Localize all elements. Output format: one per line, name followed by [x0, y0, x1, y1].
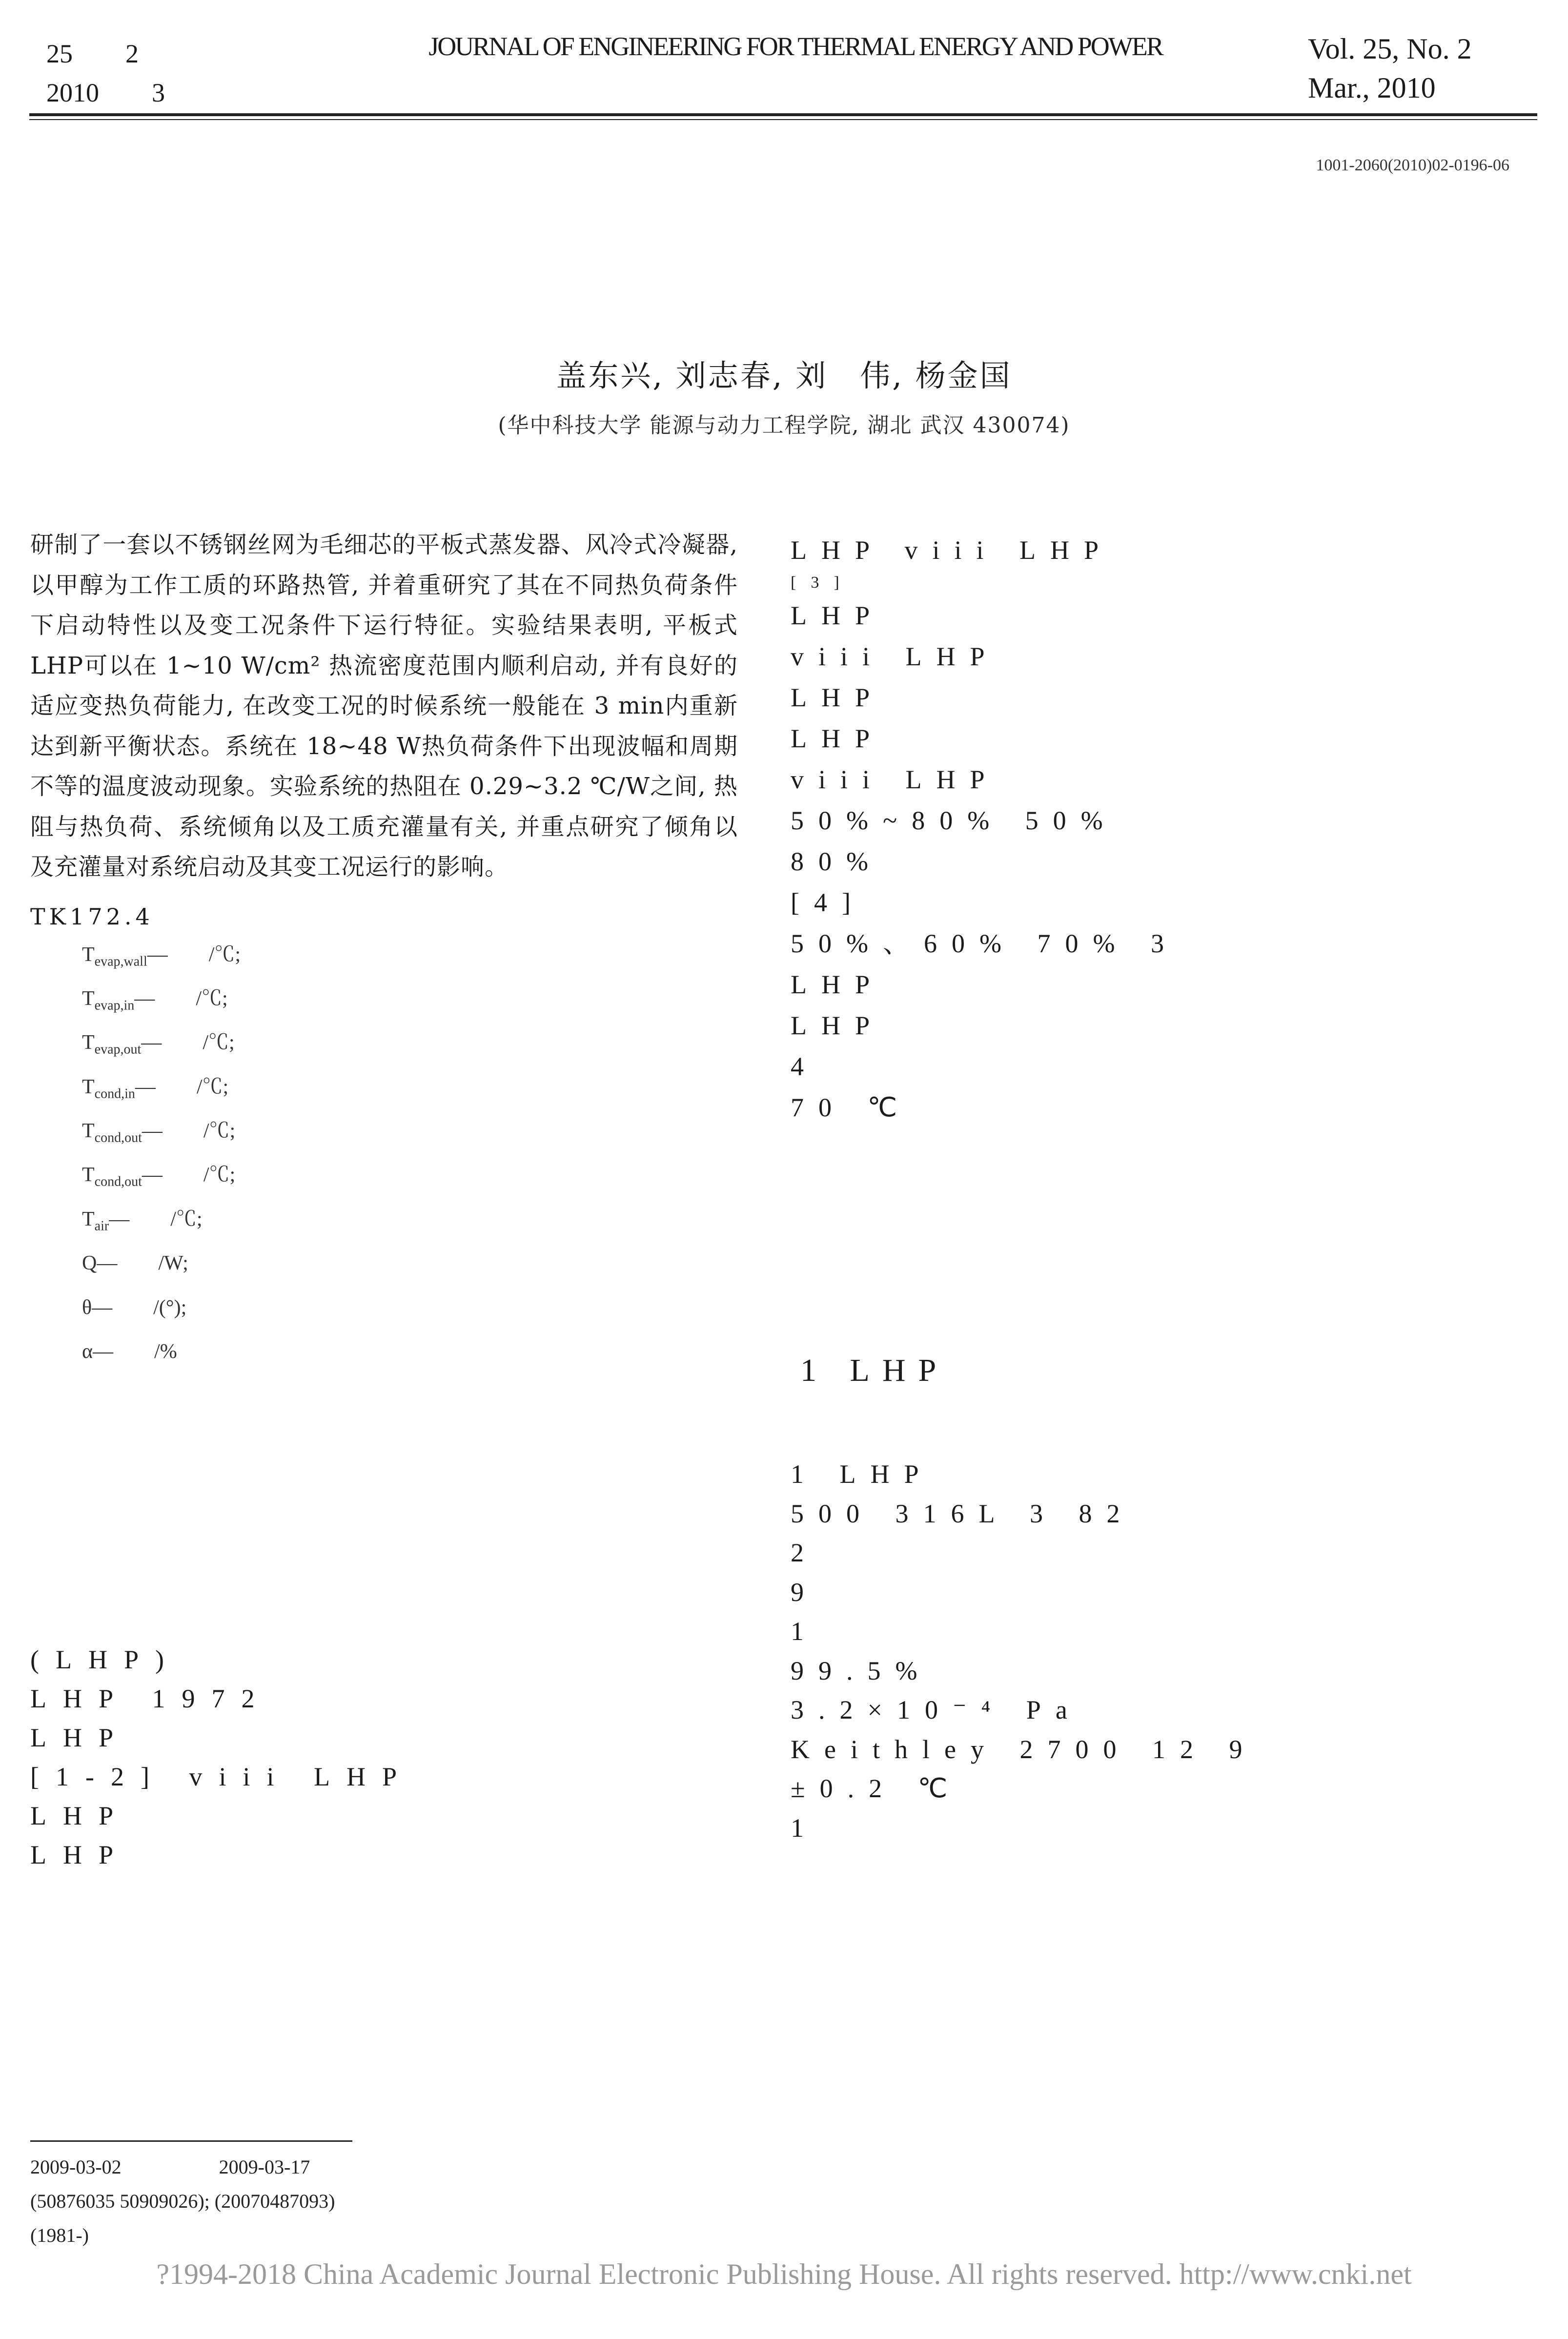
nom-unit: /℃;: [203, 1120, 236, 1143]
article-id: [1316, 156, 1509, 175]
right-line: [3]: [791, 574, 854, 592]
intro-line: (LHP): [30, 1645, 181, 1674]
nom-symbol: T: [82, 1208, 95, 1231]
footnote-dates: [30, 2153, 310, 2182]
nomenclature-item: $T_{evap,in}—$ /℃;: [82, 987, 228, 1013]
section-line: 2: [791, 1538, 818, 1567]
nom-symbol: T: [82, 943, 95, 966]
nom-subscript: air: [94, 1218, 109, 1234]
author-list: 盖东兴, 刘志春, 刘 伟, 杨金国: [556, 358, 1012, 393]
nom-symbol: T: [82, 1031, 95, 1054]
nom-symbol: T: [82, 1164, 95, 1187]
section-line: 1: [791, 1617, 818, 1646]
nomenclature-item: $T_{air}—$ /℃;: [82, 1208, 203, 1234]
header-date-line: [46, 73, 165, 112]
nom-symbol: T: [82, 1075, 95, 1098]
right-line: viii LHP: [791, 642, 999, 671]
author-affiliation: (华中科技大学 能源与动力工程学院, 湖北 武汉 430074): [498, 413, 1070, 438]
right-line: viii LHP: [791, 765, 999, 794]
right-line: 50%、60% 70% 3: [791, 929, 1179, 958]
footnote-fund: [30, 2187, 335, 2216]
header-vol-number: 25: [46, 39, 73, 68]
revised-date: 2009-03-17: [219, 2156, 310, 2178]
clc-line: [30, 897, 738, 936]
nom-unit: /℃;: [196, 987, 228, 1010]
header-right-meta: [1308, 29, 1472, 107]
section-line: Keithley 2700 12 9: [791, 1734, 1257, 1764]
nom-unit: /℃;: [196, 1075, 229, 1098]
nom-symbol: T: [82, 987, 95, 1010]
header-rule-thin: [29, 119, 1537, 120]
abstract: [30, 525, 738, 887]
nom-unit: /W;: [158, 1252, 188, 1275]
intro-line: LHP: [30, 1840, 130, 1869]
abstract-text: 研制了一套以不锈钢丝网为毛细芯的平板式蒸发器、风冷式冷凝器, 以甲醇为工作工质的环路热管, 并着重研究了其在不同热负荷条件下启动特性以及变工况条件下运行特征。实验结果表明, 平板式 LHP可以在 1~10 W/cm² 热流密度范围内顺利启动, 并有良好的适应变热负荷能力, 在改变工况的时候系统一般能在 3 min内重新达到新平衡状态。系统在 18~48 W热负荷条件下出现波幅和周期不等的温度波动现象。实验系统的热阻在 0.29~3.2 ℃/W之间, 热阻与热负荷、系统倾角以及工质充灌量有关, 并重点研究了倾角以及充灌量对系统启动及其变工况运行的影响。: [30, 531, 738, 881]
right-line: LHP: [791, 724, 885, 753]
introduction-text: [30, 1640, 738, 1874]
intro-line: LHP: [30, 1801, 130, 1830]
intro-line: [1-2] viii LHP: [30, 1762, 413, 1791]
header-vol-line: [46, 34, 165, 73]
nom-unit: /℃;: [203, 1164, 236, 1187]
nomenclature-item: $T_{cond,out}—$ /℃;: [82, 1164, 236, 1190]
header-year: 2010: [46, 78, 99, 107]
header-journal-english: JOURNAL OF ENGINEERING FOR THERMAL ENERGY AND POWER: [428, 32, 1162, 61]
nomenclature-list: [30, 936, 738, 1377]
header-date-right: Mar., 2010: [1308, 72, 1436, 104]
left-column: [30, 525, 738, 1377]
header-month: 3: [152, 78, 165, 107]
header-issue-number: 2: [125, 39, 139, 68]
header-rule: [29, 113, 1537, 116]
nomenclature-item: α— /%: [82, 1340, 177, 1363]
nomenclature-item: $T_{cond,in}—$ /℃;: [82, 1075, 229, 1102]
nomenclature-item: θ— /(°);: [82, 1296, 187, 1319]
right-line: LHP: [791, 970, 885, 999]
nom-symbol: θ: [82, 1296, 92, 1319]
received-date: 2009-03-02: [30, 2156, 122, 2178]
section-1-text: [791, 1455, 1523, 1847]
right-line: 50%~80% 50%: [791, 806, 1118, 835]
bio-text: (1981-): [30, 2224, 89, 2246]
section-line: 500 316L 3 82: [791, 1498, 1135, 1528]
header-journal-title: [381, 29, 1210, 63]
section-line: 1: [791, 1813, 818, 1843]
section-line: ±0.2 ℃: [791, 1774, 962, 1803]
nom-unit: /(°);: [153, 1296, 187, 1319]
section-line: 9: [791, 1577, 818, 1607]
right-line: LHP viii LHP: [791, 535, 1114, 565]
nom-unit: /℃;: [208, 943, 241, 966]
footnote-author-bio: [30, 2221, 89, 2250]
nom-subscript: evap,wall: [94, 953, 147, 969]
right-line: 4: [791, 1052, 818, 1081]
article-id-value: 1001-2060(2010)02-0196-06: [1316, 156, 1509, 174]
footnote-rule: [30, 2140, 352, 2142]
intro-line: LHP 1972: [30, 1684, 271, 1713]
right-line: 80%: [791, 847, 883, 876]
section-1-heading: 1 LHP: [800, 1353, 949, 1388]
header-vol-right: Vol. 25, No. 2: [1308, 33, 1472, 65]
right-line: [4]: [791, 888, 865, 917]
nomenclature-item: $T_{evap,wall}—$ /℃;: [82, 943, 241, 969]
nom-subscript: cond,out: [94, 1130, 142, 1146]
nomenclature-item: $T_{cond,out}—$ /℃;: [82, 1120, 236, 1146]
section-line: 99.5%: [791, 1656, 932, 1685]
nom-symbol: T: [82, 1120, 95, 1143]
nom-unit: /℃;: [203, 1031, 235, 1054]
nom-unit: /%: [154, 1340, 177, 1363]
nomenclature-item: $T_{evap,out}—$ /℃;: [82, 1031, 235, 1057]
fund-text: (50876035 50909026); (20070487093): [30, 2190, 335, 2212]
nom-symbol: Q: [82, 1252, 97, 1275]
nom-subscript: cond,in: [94, 1086, 135, 1102]
right-line: LHP: [791, 601, 885, 630]
right-line: 70 ℃: [791, 1093, 912, 1122]
nom-subscript: evap,out: [94, 1042, 142, 1057]
right-line: LHP: [791, 1011, 885, 1040]
right-line: LHP: [791, 683, 885, 712]
copyright-footer: ?1994-2018 China Academic Journal Electronic Publishing House. All rights reserved. http://www.cnki.net: [156, 2258, 1412, 2290]
right-column: [791, 530, 1523, 1128]
nom-subscript: cond,out: [94, 1174, 142, 1190]
section-line: 1 LHP: [791, 1459, 934, 1489]
nom-symbol: α: [82, 1340, 93, 1363]
clc-value: TK172.4: [30, 903, 154, 930]
nomenclature-item: Q— /W;: [82, 1252, 188, 1275]
nom-subscript: evap,in: [94, 998, 135, 1013]
section-line: 3.2×10⁻⁴ Pa: [791, 1695, 1082, 1724]
intro-line: LHP: [30, 1723, 130, 1752]
header-left-meta: [46, 34, 165, 112]
nom-unit: /℃;: [170, 1208, 203, 1231]
